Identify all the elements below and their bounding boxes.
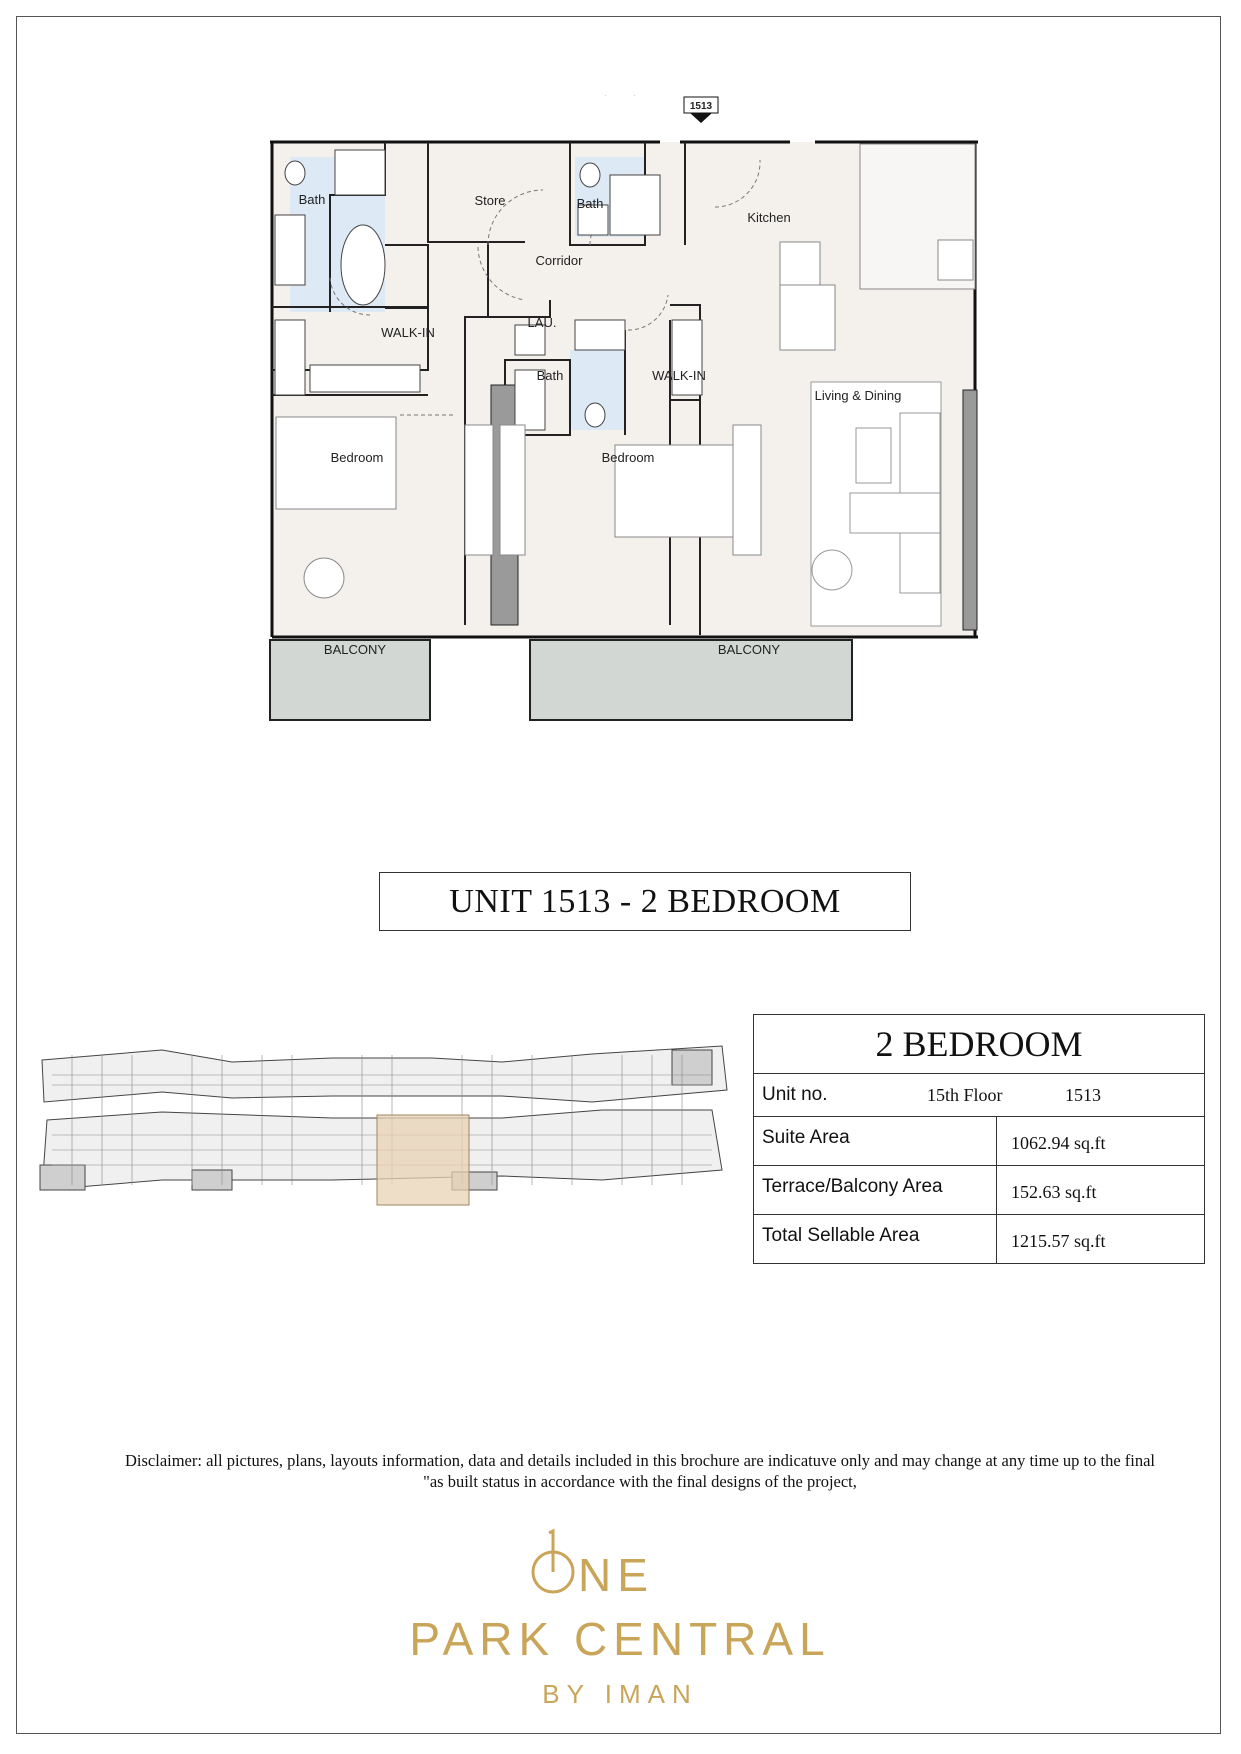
spec-row: [754, 1215, 1205, 1264]
room-label-walkin-2: WALK-IN: [652, 368, 706, 383]
floor-value: 15th Floor: [927, 1084, 1003, 1105]
disclaimer-line-2: "as built status in accordance with the final designs of the project,: [423, 1472, 857, 1491]
key-plan-drawing: [32, 1040, 732, 1225]
spec-heading: 2 BEDROOM: [754, 1015, 1205, 1074]
suite-area-value: 1062.94 sq.ft: [997, 1117, 1205, 1166]
room-label-laundry: LAU.: [527, 315, 557, 330]
unit-no-label: Unit no.: [762, 1084, 828, 1105]
logo-line-1: NE: [578, 1549, 654, 1601]
total-area-label: Total Sellable Area: [754, 1215, 997, 1264]
spec-table: [753, 1014, 1205, 1264]
room-label-store: Store: [474, 193, 506, 208]
room-label-bedroom-2: Bedroom: [601, 450, 655, 465]
spec-row: [754, 1166, 1205, 1215]
column-2: [963, 390, 977, 630]
room-label-balcony-2: BALCONY: [717, 642, 781, 657]
suite-area-label: Suite Area: [754, 1117, 997, 1166]
unit-no-value: 1513: [1065, 1084, 1101, 1105]
room-label-living-dining: Living & Dining: [814, 388, 902, 403]
unit-row: [754, 1074, 1205, 1117]
balcony-2: [530, 640, 852, 720]
unit-title: UNIT 1513 - 2 BEDROOM: [379, 872, 911, 931]
room-label-bath-2: Bath: [576, 196, 604, 211]
logo-drawing: [360, 1525, 880, 1715]
balcony-area-value: 152.63 sq.ft: [997, 1166, 1205, 1215]
key-plan: [32, 1040, 732, 1225]
logo-line-3: BY IMAN: [542, 1679, 698, 1709]
disclaimer-line-1: Disclaimer: all pictures, plans, layouts information, data and details included in this brochure are indicatuve only and may change at any time up to the final: [124, 1451, 1156, 1470]
unit-tag: 1513: [689, 101, 713, 112]
unit-highlight: [377, 1115, 469, 1205]
room-label-balcony: BALCONY: [323, 642, 387, 657]
brand-logo: [360, 1525, 880, 1715]
total-area-value: 1215.57 sq.ft: [997, 1215, 1205, 1264]
floor-plan: [260, 95, 980, 735]
disclaimer: [60, 1450, 1220, 1492]
room-label-bath: Bath: [298, 192, 326, 207]
room-label-bath-3: Bath: [536, 368, 564, 383]
room-label-kitchen: Kitchen: [747, 210, 791, 225]
logo-line-2: PARK CENTRAL: [409, 1613, 831, 1665]
spec-row: [754, 1117, 1205, 1166]
room-label-walkin: WALK-IN: [381, 325, 435, 340]
room-label-corridor: Corridor: [535, 253, 583, 268]
balcony-area-label: Terrace/Balcony Area: [754, 1166, 997, 1215]
room-label-bedroom: Bedroom: [330, 450, 384, 465]
floor-plan-drawing: [260, 95, 980, 735]
